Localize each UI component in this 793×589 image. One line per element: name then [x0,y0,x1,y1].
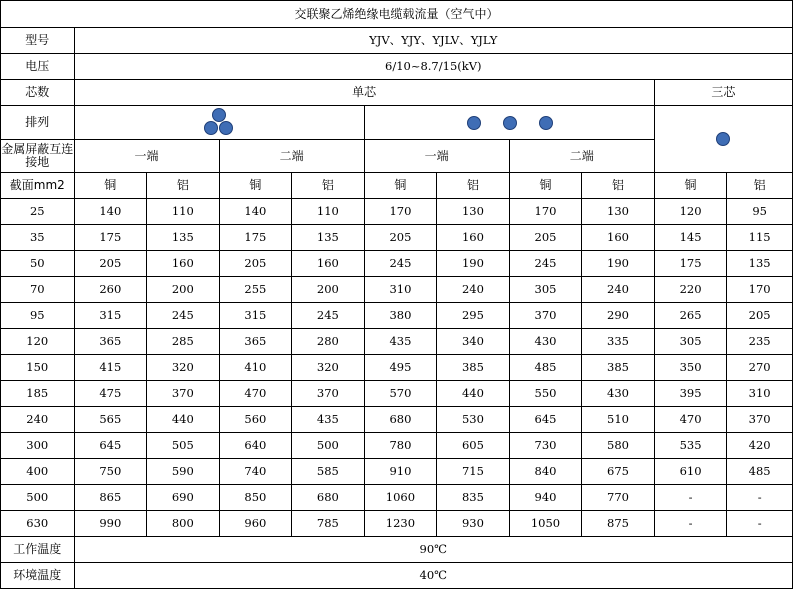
ampacity-cell: 145 [654,225,727,251]
ampacity-cell: 305 [654,329,727,355]
arrangement-label: 排列 [1,106,75,140]
ampacity-cell: 990 [74,511,147,537]
ampacity-cell: 470 [219,381,292,407]
table-title: 交联聚乙烯绝缘电缆载流量（空气中） [1,1,793,28]
cable-circle-icon [204,121,218,135]
copper-header: 铜 [74,173,147,199]
ampacity-cell: 135 [147,225,220,251]
ampacity-cell: 475 [74,381,147,407]
cross-section-cell: 300 [1,433,75,459]
cable-circle-icon [716,132,730,146]
ambient-temp-label: 环境温度 [1,563,75,589]
cores-label: 芯数 [1,80,75,106]
ampacity-cell: 160 [147,251,220,277]
ampacity-cell: 135 [292,225,365,251]
ampacity-cell: 485 [727,459,793,485]
cable-circle-icon [539,116,553,130]
cable-circle-icon [503,116,517,130]
ampacity-cell: - [654,511,727,537]
table-row [1,225,793,251]
ampacity-cell: 200 [292,277,365,303]
flat-one-end-header: 一端 [364,140,509,173]
ampacity-cell: 220 [654,277,727,303]
ampacity-cell: 770 [582,485,655,511]
ampacity-cell: 370 [727,407,793,433]
ampacity-cell: 120 [654,199,727,225]
ampacity-cell: 385 [582,355,655,381]
ampacity-cell: 610 [654,459,727,485]
ampacity-cell: 190 [437,251,510,277]
working-temp-label: 工作温度 [1,537,75,563]
ampacity-cell: 395 [654,381,727,407]
ampacity-cell: 550 [509,381,582,407]
ampacity-cell: 580 [582,433,655,459]
model-value: YJV、YJY、YJLV、YJLY [74,28,792,54]
ampacity-cell: 835 [437,485,510,511]
trefoil-two-end-header: 二端 [219,140,364,173]
ampacity-cell: 840 [509,459,582,485]
ampacity-cell: 110 [147,199,220,225]
ampacity-cell: 320 [292,355,365,381]
ampacity-cell: 530 [437,407,510,433]
three-core-arrangement-cell [654,106,792,173]
working-temp-value: 90℃ [74,537,792,563]
ampacity-cell: 295 [437,303,510,329]
table-row [1,329,793,355]
ampacity-cell: 440 [147,407,220,433]
ampacity-cell: 570 [364,381,437,407]
ampacity-cell: 420 [727,433,793,459]
cross-section-cell: 35 [1,225,75,251]
trefoil-arrangement-cell [74,106,364,140]
table-row [1,251,793,277]
ampacity-cell: 170 [727,277,793,303]
ampacity-cell: 750 [74,459,147,485]
cross-section-cell: 500 [1,485,75,511]
cable-circle-icon [467,116,481,130]
ampacity-cell: 680 [292,485,365,511]
ampacity-cell: 690 [147,485,220,511]
table-row [1,459,793,485]
ampacity-cell: 485 [509,355,582,381]
ampacity-cell: 440 [437,381,510,407]
aluminum-header: 铝 [147,173,220,199]
ampacity-cell: 500 [292,433,365,459]
flat-two-end-header: 二端 [509,140,654,173]
ampacity-cell: 245 [292,303,365,329]
cross-section-cell: 70 [1,277,75,303]
ampacity-cell: 255 [219,277,292,303]
ampacity-cell: 740 [219,459,292,485]
aluminum-header: 铝 [582,173,655,199]
ambient-temp-value: 40℃ [74,563,792,589]
cross-section-cell: 95 [1,303,75,329]
ampacity-cell: 370 [292,381,365,407]
table-row [1,381,793,407]
ampacity-cell: 270 [727,355,793,381]
cross-section-cell: 120 [1,329,75,355]
ampacity-cell: 565 [74,407,147,433]
ampacity-cell: 245 [364,251,437,277]
trefoil-cable-icon [202,108,236,138]
ampacity-cell: 675 [582,459,655,485]
ampacity-cell: 1060 [364,485,437,511]
ampacity-cell: 470 [654,407,727,433]
table-row [1,433,793,459]
ampacity-cell: 785 [292,511,365,537]
table-row [1,277,793,303]
ampacity-cell: 170 [364,199,437,225]
ampacity-cell: 590 [147,459,220,485]
ampacity-cell: 585 [292,459,365,485]
ampacity-cell: 175 [74,225,147,251]
ampacity-cell: 310 [364,277,437,303]
ampacity-cell: 510 [582,407,655,433]
ampacity-cell: 370 [147,381,220,407]
cross-section-cell: 50 [1,251,75,277]
ampacity-cell: 260 [74,277,147,303]
single-core-header: 单芯 [74,80,654,106]
ampacity-cell: - [727,485,793,511]
ampacity-cell: 410 [219,355,292,381]
voltage-value: 6/10~8.7/15(kV) [74,54,792,80]
three-core-cable-icon [715,131,731,147]
ampacity-cell: - [654,485,727,511]
ampacity-cell: 340 [437,329,510,355]
ampacity-cell: 135 [727,251,793,277]
ampacity-cell: 940 [509,485,582,511]
cable-circle-icon [212,108,226,122]
ampacity-cell: 280 [292,329,365,355]
ampacity-cell: 305 [509,277,582,303]
ampacity-cell: 235 [727,329,793,355]
cross-section-cell: 150 [1,355,75,381]
ampacity-cell: 315 [74,303,147,329]
copper-header: 铜 [509,173,582,199]
ampacity-cell: 140 [219,199,292,225]
ampacity-cell: 1230 [364,511,437,537]
ampacity-cell: 160 [292,251,365,277]
section-label: 截面mm2 [1,173,75,199]
ampacity-cell: 435 [292,407,365,433]
ampacity-cell: 245 [147,303,220,329]
ampacity-cell: 110 [292,199,365,225]
ampacity-cell: 430 [582,381,655,407]
aluminum-header: 铝 [727,173,793,199]
cross-section-cell: 630 [1,511,75,537]
ampacity-cell: 960 [219,511,292,537]
ampacity-cell: 160 [582,225,655,251]
ampacity-cell: 190 [582,251,655,277]
ampacity-cell: 495 [364,355,437,381]
ampacity-cell: 645 [74,433,147,459]
ampacity-cell: 175 [654,251,727,277]
ampacity-cell: 205 [219,251,292,277]
copper-header: 铜 [364,173,437,199]
table-row [1,407,793,433]
ampacity-cell: 365 [74,329,147,355]
ampacity-cell: 320 [147,355,220,381]
ampacity-cell: 535 [654,433,727,459]
ampacity-cell: 290 [582,303,655,329]
cross-section-cell: 185 [1,381,75,407]
ampacity-cell: 335 [582,329,655,355]
ampacity-cell: 240 [437,277,510,303]
ampacity-cell: 200 [147,277,220,303]
ampacity-cell: 680 [364,407,437,433]
ampacity-cell: 205 [727,303,793,329]
trefoil-one-end-header: 一端 [74,140,219,173]
ampacity-cell: 315 [219,303,292,329]
ampacity-cell: 800 [147,511,220,537]
ampacity-cell: 910 [364,459,437,485]
ampacity-cell: 930 [437,511,510,537]
ampacity-cell: 365 [219,329,292,355]
sheath-grounding-label: 金属屏蔽互连接地 [1,140,75,173]
ampacity-cell: 435 [364,329,437,355]
ampacity-cell: 130 [582,199,655,225]
table-row [1,355,793,381]
ampacity-cell: 205 [509,225,582,251]
ampacity-cell: 350 [654,355,727,381]
cross-section-cell: 240 [1,407,75,433]
ampacity-cell: 130 [437,199,510,225]
ampacity-cell: 560 [219,407,292,433]
ampacity-cell: 285 [147,329,220,355]
ampacity-cell: 140 [74,199,147,225]
copper-header: 铜 [219,173,292,199]
ampacity-cell: 370 [509,303,582,329]
aluminum-header: 铝 [292,173,365,199]
ampacity-cell: 175 [219,225,292,251]
ampacity-cell: 730 [509,433,582,459]
ampacity-cell: 875 [582,511,655,537]
table-row [1,485,793,511]
ampacity-cell: 240 [582,277,655,303]
voltage-label: 电压 [1,54,75,80]
table-row [1,199,793,225]
ampacity-cell: 170 [509,199,582,225]
ampacity-cell: 865 [74,485,147,511]
ampacity-cell: 160 [437,225,510,251]
ampacity-cell: 640 [219,433,292,459]
ampacity-cell: 310 [727,381,793,407]
ampacity-cell: 205 [364,225,437,251]
table-row [1,303,793,329]
ampacity-cell: 430 [509,329,582,355]
ampacity-cell: 505 [147,433,220,459]
table-row [1,511,793,537]
model-label: 型号 [1,28,75,54]
ampacity-cell: 850 [219,485,292,511]
copper-header: 铜 [654,173,727,199]
ampacity-cell: 265 [654,303,727,329]
cable-circle-icon [219,121,233,135]
ampacity-cell: 380 [364,303,437,329]
ampacity-cell: 715 [437,459,510,485]
cross-section-cell: 400 [1,459,75,485]
cross-section-cell: 25 [1,199,75,225]
ampacity-cell: 205 [74,251,147,277]
ampacity-cell: 645 [509,407,582,433]
three-core-header: 三芯 [654,80,792,106]
ampacity-cell: 780 [364,433,437,459]
ampacity-cell: - [727,511,793,537]
flat-cable-icon [461,115,557,131]
aluminum-header: 铝 [437,173,510,199]
ampacity-cell: 1050 [509,511,582,537]
ampacity-cell: 95 [727,199,793,225]
ampacity-cell: 415 [74,355,147,381]
ampacity-cell: 245 [509,251,582,277]
ampacity-cell: 385 [437,355,510,381]
ampacity-cell: 115 [727,225,793,251]
ampacity-cell: 605 [437,433,510,459]
flat-arrangement-cell [364,106,654,140]
